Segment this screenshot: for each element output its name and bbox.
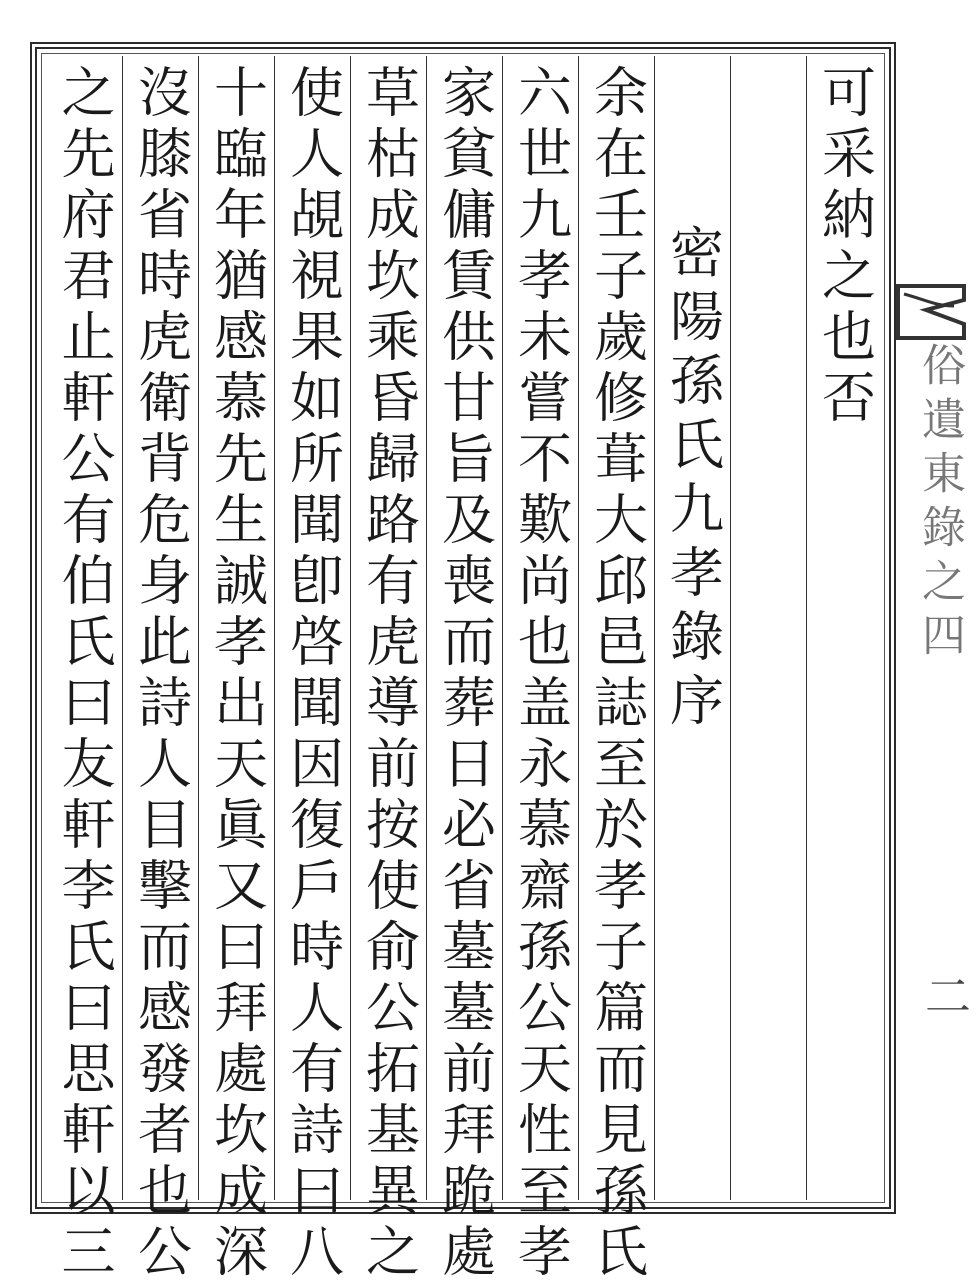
text-column-10 [122, 56, 198, 1284]
text-column-5 [502, 56, 578, 1284]
folio-number: 二 [918, 972, 972, 1018]
text-column-8 [274, 56, 350, 1284]
column-text: 之先府君止軒公有伯氏曰友軒李氏曰思軒以三 [53, 64, 116, 1284]
section-title-column [654, 56, 730, 1200]
column-text: 家貧傭賃供甘旨及喪而葬日必省墓墓前拜跪處 [433, 64, 497, 1284]
text-column-2 [730, 56, 806, 1200]
text-column-11 [46, 56, 122, 1284]
text-column-9 [198, 56, 274, 1284]
column-text: 六世九孝未嘗不歎尚也盖永慕齋孫公天性至孝 [509, 64, 573, 1284]
column-text: 使人覘視果如所聞卽啓聞因復戶時人有詩曰八 [281, 64, 345, 1284]
text-column-7 [350, 56, 426, 1284]
text-column-1 [806, 56, 882, 1200]
margin-book-title: 俗遺東錄之四 [914, 342, 965, 666]
text-column-4 [578, 56, 654, 1284]
column-text: 草枯成坎乘昏歸路有虎導前按使俞公拓基異之 [357, 64, 421, 1284]
text-column-6 [426, 56, 502, 1284]
fold-margin [896, 42, 976, 1214]
column-text: 沒膝省時虎衛背危身此詩人目擊而感發者也公 [129, 64, 193, 1284]
text-body [44, 56, 882, 1284]
column-text: 余在壬子歲修葺大邱邑誌至於孝子篇而見孫氏 [585, 64, 649, 1284]
fish-tail-mark-icon [896, 280, 966, 344]
column-text: 十臨年猶感慕先生誠孝出天眞又曰拜處坎成深 [205, 64, 269, 1284]
column-text: 可采納之也否 [813, 64, 877, 430]
section-title: 密陽孫氏九孝錄序 [661, 224, 725, 736]
